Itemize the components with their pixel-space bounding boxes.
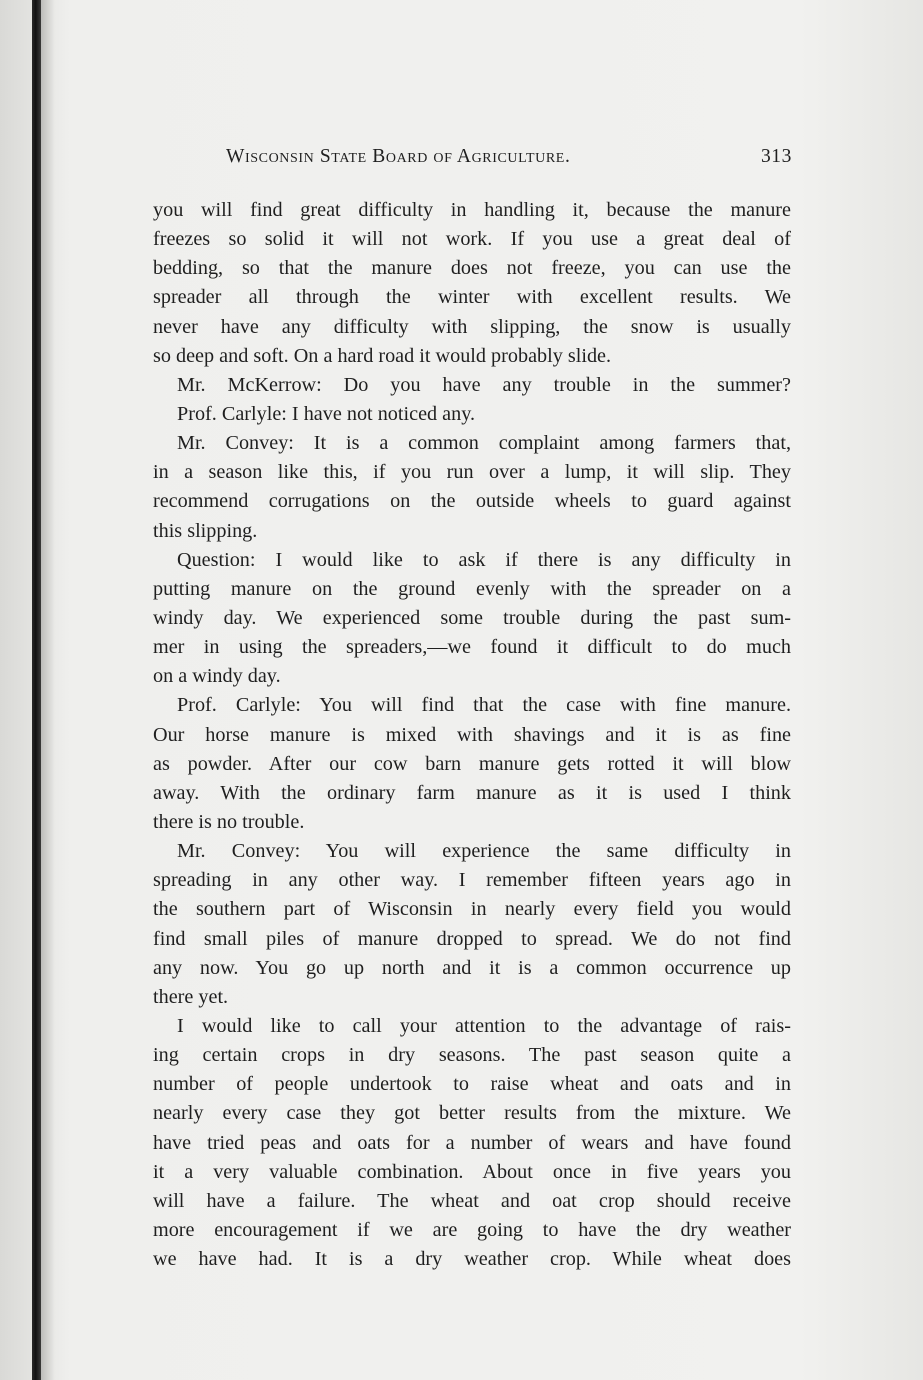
text-line: I would like to call your attention to the advantage of rais- — [177, 1014, 791, 1037]
text-line: recommend corrugations on the outside wheels to guard against — [153, 490, 791, 513]
text-line: spreader all through the winter with excellent results. We — [153, 286, 791, 309]
text-line: freezes so solid it will not work. If you use a great deal of — [153, 228, 791, 251]
text-line: there is no trouble. — [153, 810, 305, 833]
text-line: it a very valuable combination. About once in five years you — [153, 1160, 791, 1183]
text-line: spreading in any other way. I remember fifteen years ago in — [153, 869, 791, 892]
text-line: nearly every case they got better results from the mixture. We — [153, 1102, 791, 1125]
text-line: find small piles of manure dropped to spread. We do not find — [153, 927, 791, 950]
text-line: more encouragement if we are going to have the dry weather — [153, 1218, 791, 1241]
text-line: as powder. After our cow barn manure gets rotted it will blow — [153, 752, 791, 775]
text-line: you will find great difficulty in handling it, because the manure — [153, 199, 791, 221]
text-line: so deep and soft. On a hard road it would probably slide. — [153, 344, 612, 367]
text-line: Prof. Carlyle: You will find that the case with fine manure. — [177, 694, 791, 717]
page-body-text — [153, 196, 791, 1274]
page-number: 313 — [760, 146, 792, 167]
text-line: will have a failure. The wheat and oat crop should receive — [153, 1189, 791, 1212]
text-line: Prof. Carlyle: I have not noticed any. — [177, 402, 476, 425]
text-line: away. With the ordinary farm manure as it is used I think — [153, 781, 791, 804]
text-line: any now. You go up north and it is a common occurrence up — [153, 956, 791, 979]
text-line: Question: I would like to ask if there is any difficulty in — [177, 548, 791, 571]
text-line: Mr. McKerrow: Do you have any trouble in the summer? — [177, 373, 791, 396]
book-binding-edge — [32, 0, 41, 1380]
text-line: putting manure on the ground evenly with the spreader on a — [153, 577, 791, 600]
text-line: bedding, so that the manure does not freeze, you can use the — [153, 257, 791, 280]
text-line: in a season like this, if you run over a lump, it will slip. They — [153, 461, 791, 484]
text-line: number of people undertook to raise wheat and oats and in — [153, 1073, 791, 1096]
text-line: windy day. We experienced some trouble during the past sum- — [153, 606, 791, 629]
text-line: this slipping. — [153, 519, 258, 542]
text-line: mer in using the spreaders,—we found it difficult to do much — [153, 636, 791, 659]
text-line: ing certain crops in dry seasons. The past season quite a — [153, 1044, 791, 1067]
text-line: the southern part of Wisconsin in nearly every field you would — [153, 898, 791, 921]
running-head: Wisconsin State Board of Agriculture. — [226, 146, 571, 167]
text-line: on a windy day. — [153, 665, 281, 688]
text-line: Our horse manure is mixed with shavings and it is as fine — [153, 723, 791, 746]
page-header — [226, 146, 792, 178]
text-line: Mr. Convey: You will experience the same difficulty in — [177, 840, 791, 863]
text-line: have tried peas and oats for a number of wears and have found — [153, 1131, 791, 1154]
text-line: Mr. Convey: It is a common complaint among farmers that, — [177, 432, 791, 455]
text-line: never have any difficulty with slipping, the snow is usually — [153, 315, 791, 338]
text-line: there yet. — [153, 985, 229, 1008]
text-line: we have had. It is a dry weather crop. While wheat does — [153, 1248, 791, 1271]
binding-shadow — [41, 0, 55, 1380]
